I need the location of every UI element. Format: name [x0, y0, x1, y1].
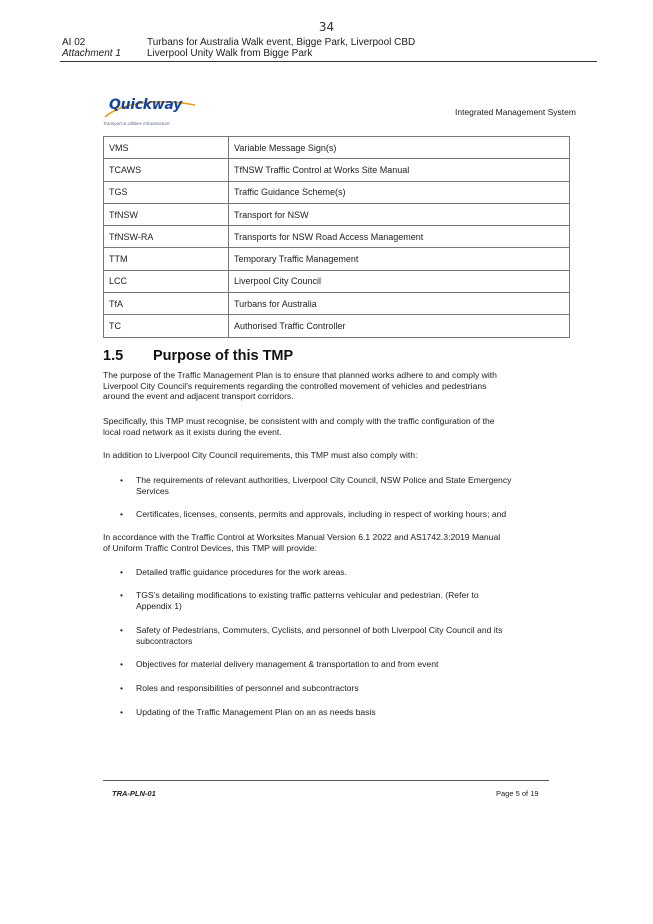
abbreviation-cell: TfNSW	[104, 203, 229, 225]
bullet-dot: •	[120, 683, 124, 693]
paragraph-specifically	[103, 416, 573, 437]
bullet-dot: •	[120, 590, 124, 600]
bullet-dot: •	[120, 567, 124, 577]
abbreviation-cell: TTM	[104, 248, 229, 270]
bullet-line: Detailed traffic guidance procedures for the work areas.	[136, 567, 347, 577]
bullet-dot: •	[120, 509, 124, 519]
abbreviation-cell: LCC	[104, 270, 229, 292]
bullet-line: Appendix 1)	[136, 600, 182, 611]
bullet-line: Updating of the Traffic Management Plan on an as needs basis	[136, 707, 376, 717]
table-row	[104, 248, 570, 270]
meaning-cell: TfNSW Traffic Control at Works Site Manual	[229, 159, 570, 181]
header-left	[62, 37, 121, 59]
bullet-line: The requirements of relevant authorities, Liverpool City Council, NSW Police and State Emergency	[136, 475, 512, 485]
abbreviation-cell: TfNSW-RA	[104, 226, 229, 248]
bullet-line: Certificates, licenses, consents, permits and approvals, including in respect of working hours; and	[136, 509, 507, 519]
paragraph-purpose	[103, 370, 573, 402]
bullet-dot: •	[120, 707, 124, 717]
para-line: In accordance with the Traffic Control at Worksites Manual Version 6.1 2022 and AS1742.3:2019 Manual	[103, 532, 501, 542]
meaning-cell: Liverpool City Council	[229, 270, 570, 292]
table-row	[104, 181, 570, 203]
ims-label: Integrated Management System	[455, 107, 576, 117]
table-row	[104, 203, 570, 225]
attachment-label: Attachment 1	[62, 48, 121, 59]
meaning-cell: Turbans for Australia	[229, 293, 570, 315]
bullet-dot: •	[120, 659, 124, 669]
abbreviation-cell: VMS	[104, 137, 229, 159]
bullet-dot: •	[120, 625, 124, 635]
footer-page-indicator: Page 5 of 19	[496, 789, 539, 798]
header-title-line2: Liverpool Unity Walk from Bigge Park	[147, 48, 313, 59]
table-row	[104, 270, 570, 292]
logo-tagline: Transport & Utilities Infrastructure	[103, 121, 170, 126]
page-number: 34	[318, 20, 335, 34]
para-line: around the event and adjacent transport corridors.	[103, 391, 294, 401]
footer-doc-code: TRA-PLN-01	[112, 789, 156, 798]
bullet-line: subcontractors	[136, 635, 193, 646]
table-row	[104, 315, 570, 337]
bullet-line: TGS’s detailing modifications to existing traffic patterns vehicular and pedestrian. (Refer to	[136, 590, 479, 600]
para-line: Liverpool City Council’s requirements regarding the controlled movement of vehicles and pedestrians	[103, 380, 487, 391]
para-line: Specifically, this TMP must recognise, be consistent with and comply with the traffic configuration of the	[103, 416, 495, 426]
bullet-line: Safety of Pedestrians, Commuters, Cyclists, and personnel of both Liverpool City Council and its	[136, 625, 503, 635]
abbreviations-table	[103, 136, 570, 338]
footer-divider	[103, 780, 549, 781]
meaning-cell: Temporary Traffic Management	[229, 248, 570, 270]
meaning-cell: Traffic Guidance Scheme(s)	[229, 181, 570, 203]
section-number: 1.5	[103, 348, 124, 364]
table-row	[104, 293, 570, 315]
bullet-dot: •	[120, 475, 124, 485]
table-row	[104, 159, 570, 181]
section-heading	[103, 348, 293, 364]
para-line: The purpose of the Traffic Management Plan is to ensure that planned works adhere to and comply with	[103, 370, 497, 380]
bullet-line: Roles and responsibilities of personnel and subcontractors	[136, 683, 359, 693]
para-line: In addition to Liverpool City Council requirements, this TMP must also comply with:	[103, 450, 418, 460]
para-line: local road network as it exists during the event.	[103, 426, 282, 437]
meaning-cell: Authorised Traffic Controller	[229, 315, 570, 337]
meaning-cell: Variable Message Sign(s)	[229, 137, 570, 159]
abbreviation-cell: TCAWS	[104, 159, 229, 181]
section-title: Purpose of this TMP	[153, 348, 294, 364]
abbreviation-cell: TC	[104, 315, 229, 337]
para-line: of Uniform Traffic Control Devices, this TMP will provide:	[103, 542, 317, 553]
paragraph-in-accordance	[103, 532, 573, 553]
meaning-cell: Transport for NSW	[229, 203, 570, 225]
abbreviation-cell: TfA	[104, 293, 229, 315]
header-title-line1: Turbans for Australia Walk event, Bigge Park, Liverpool CBD	[147, 37, 416, 48]
bullet-line: Services	[136, 485, 169, 496]
table-row	[104, 226, 570, 248]
header-title	[147, 37, 415, 59]
header-divider	[60, 61, 597, 62]
item-code: AI 02	[62, 37, 86, 48]
paragraph-in-addition	[103, 450, 573, 461]
quickway-logo	[103, 97, 203, 137]
meaning-cell: Transports for NSW Road Access Management	[229, 226, 570, 248]
abbreviation-cell: TGS	[104, 181, 229, 203]
bullet-line: Objectives for material delivery management & transportation to and from event	[136, 659, 439, 669]
table-row	[104, 137, 570, 159]
logo-wordmark: Quickway	[109, 97, 182, 113]
